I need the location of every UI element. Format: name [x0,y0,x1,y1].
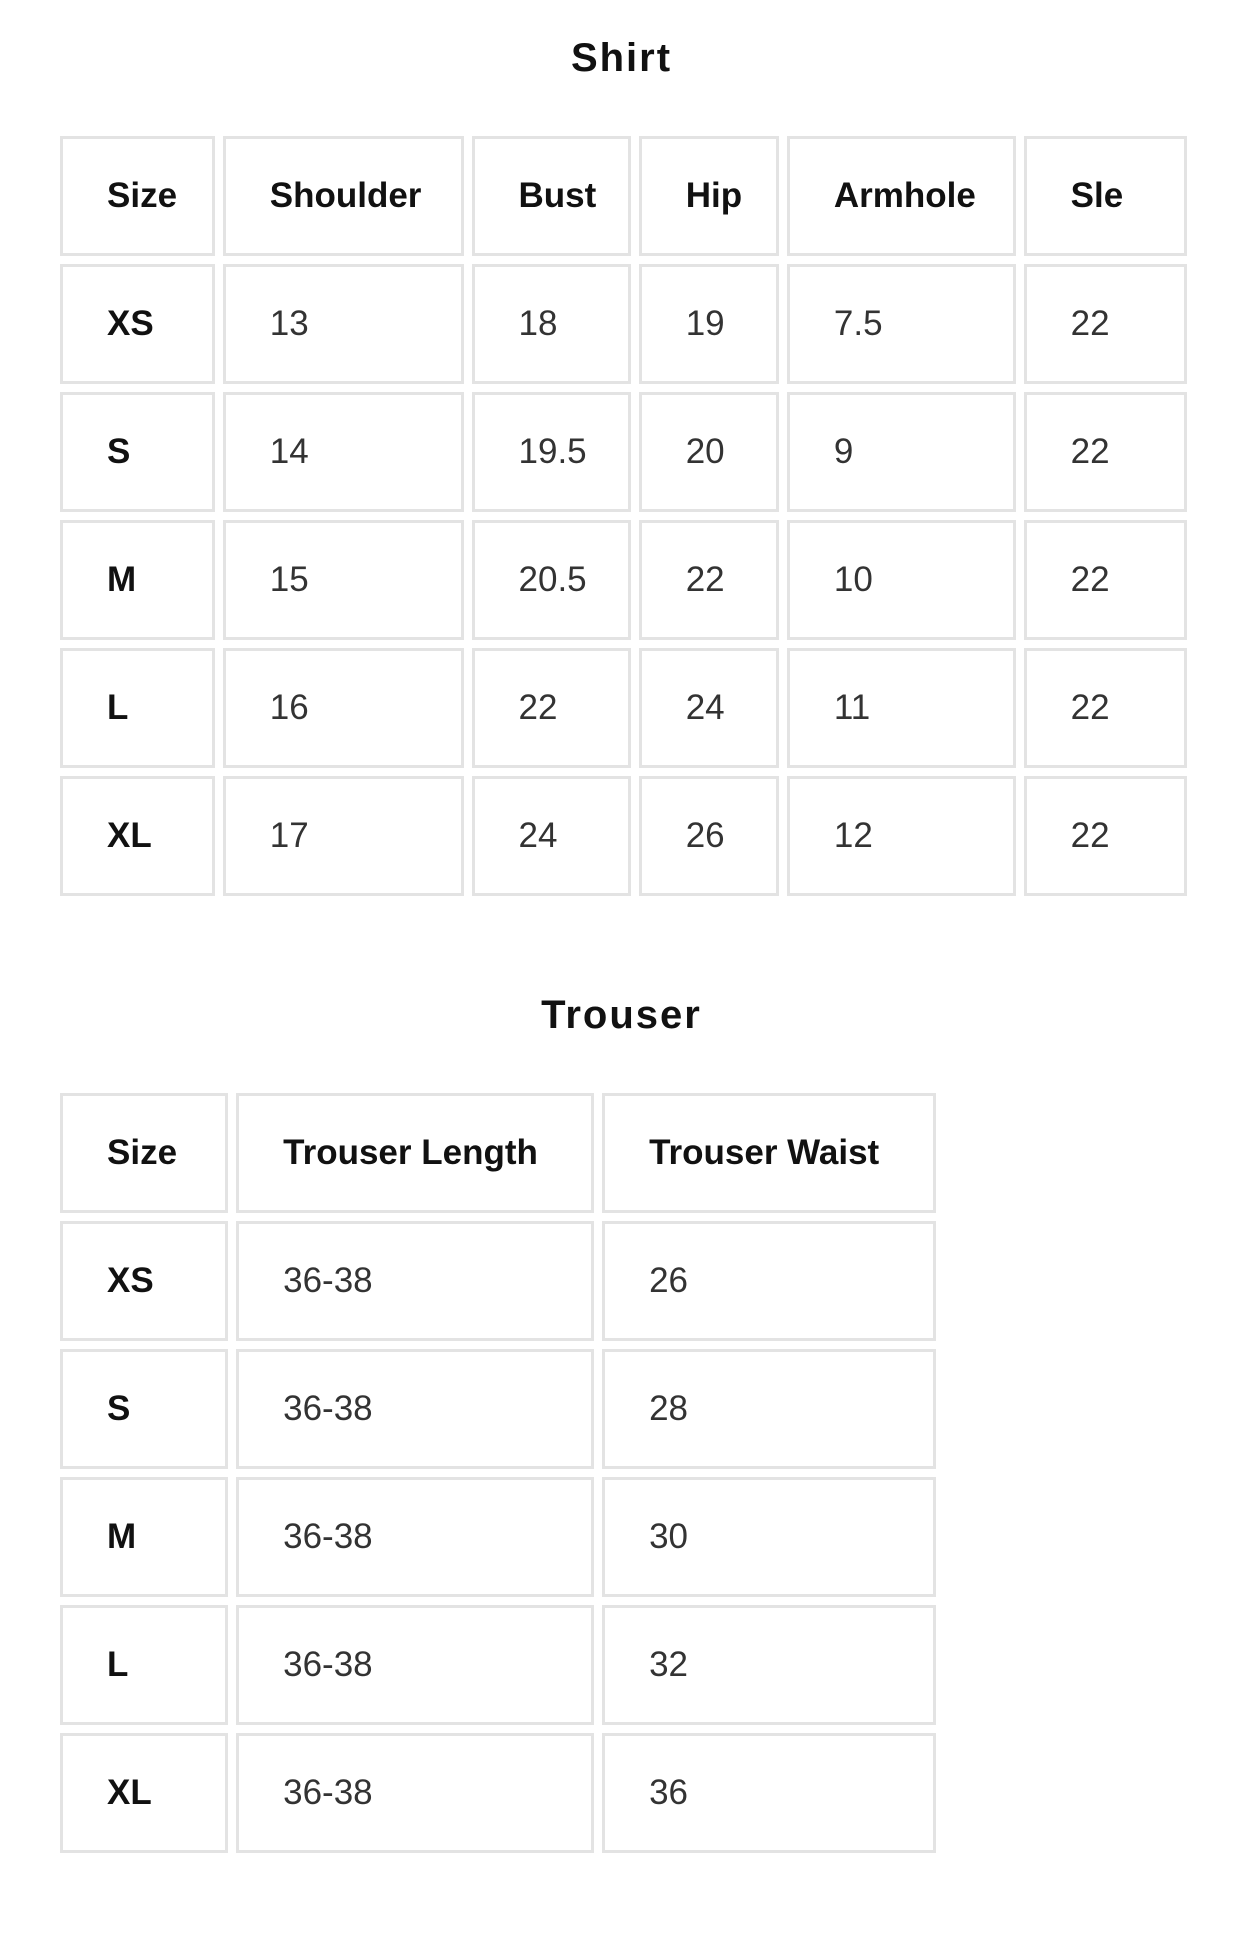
table-cell: 22 [1024,648,1187,768]
table-cell: 22 [1024,392,1187,512]
table-cell: 17 [223,776,464,896]
column-header-armhole: Armhole [787,136,1016,256]
table-cell: 36-38 [236,1605,594,1725]
size-cell: S [60,392,215,512]
table-cell: 26 [639,776,779,896]
table-cell: 22 [1024,776,1187,896]
table-row [60,1733,936,1853]
table-cell: 22 [639,520,779,640]
table-header-row [60,136,1187,256]
table-cell: 15 [223,520,464,640]
table-cell: 26 [602,1221,936,1341]
size-cell: M [60,520,215,640]
table-row [60,648,1187,768]
table-cell: 19.5 [472,392,631,512]
table-header-row [60,1093,936,1213]
table-row [60,776,1187,896]
size-cell: L [60,648,215,768]
column-header-bust: Bust [472,136,631,256]
table-cell: 22 [1024,520,1187,640]
table-cell: 36-38 [236,1349,594,1469]
table-cell: 36-38 [236,1733,594,1853]
column-header-sleeve: Sle [1024,136,1187,256]
column-header-size: Size [60,136,215,256]
shirt-section-title: Shirt [570,36,673,80]
trouser-table-container [60,1093,944,1890]
size-cell: XS [60,1221,228,1341]
table-row [60,264,1187,384]
table-cell: 36-38 [236,1477,594,1597]
trouser-size-table [60,1093,944,1861]
table-cell: 32 [602,1605,936,1725]
table-row [60,1477,936,1597]
table-cell: 14 [223,392,464,512]
table-row [60,1349,936,1469]
size-cell: S [60,1349,228,1469]
column-header-hip: Hip [639,136,779,256]
shirt-table-scroll-container[interactable] [60,136,1195,933]
size-cell: L [60,1605,228,1725]
table-cell: 36-38 [236,1221,594,1341]
table-cell: 13 [223,264,464,384]
table-cell: 22 [472,648,631,768]
table-cell: 7.5 [787,264,1016,384]
table-cell: 36 [602,1733,936,1853]
table-cell: 30 [602,1477,936,1597]
table-cell: 22 [1024,264,1187,384]
size-cell: XS [60,264,215,384]
size-cell: XL [60,776,215,896]
table-row [60,520,1187,640]
table-cell: 9 [787,392,1016,512]
column-header-trouser-length: Trouser Length [236,1093,594,1213]
size-cell: M [60,1477,228,1597]
table-cell: 10 [787,520,1016,640]
table-cell: 18 [472,264,631,384]
table-cell: 24 [639,648,779,768]
shirt-size-table [60,136,1195,904]
table-row [60,392,1187,512]
column-header-trouser-waist: Trouser Waist [602,1093,936,1213]
table-cell: 16 [223,648,464,768]
table-row [60,1605,936,1725]
table-row [60,1221,936,1341]
table-cell: 20 [639,392,779,512]
table-cell: 24 [472,776,631,896]
column-header-size: Size [60,1093,228,1213]
column-header-shoulder: Shoulder [223,136,464,256]
table-cell: 20.5 [472,520,631,640]
table-cell: 19 [639,264,779,384]
table-cell: 11 [787,648,1016,768]
table-cell: 28 [602,1349,936,1469]
table-cell: 12 [787,776,1016,896]
trouser-section-title: Trouser [541,993,702,1037]
size-cell: XL [60,1733,228,1853]
